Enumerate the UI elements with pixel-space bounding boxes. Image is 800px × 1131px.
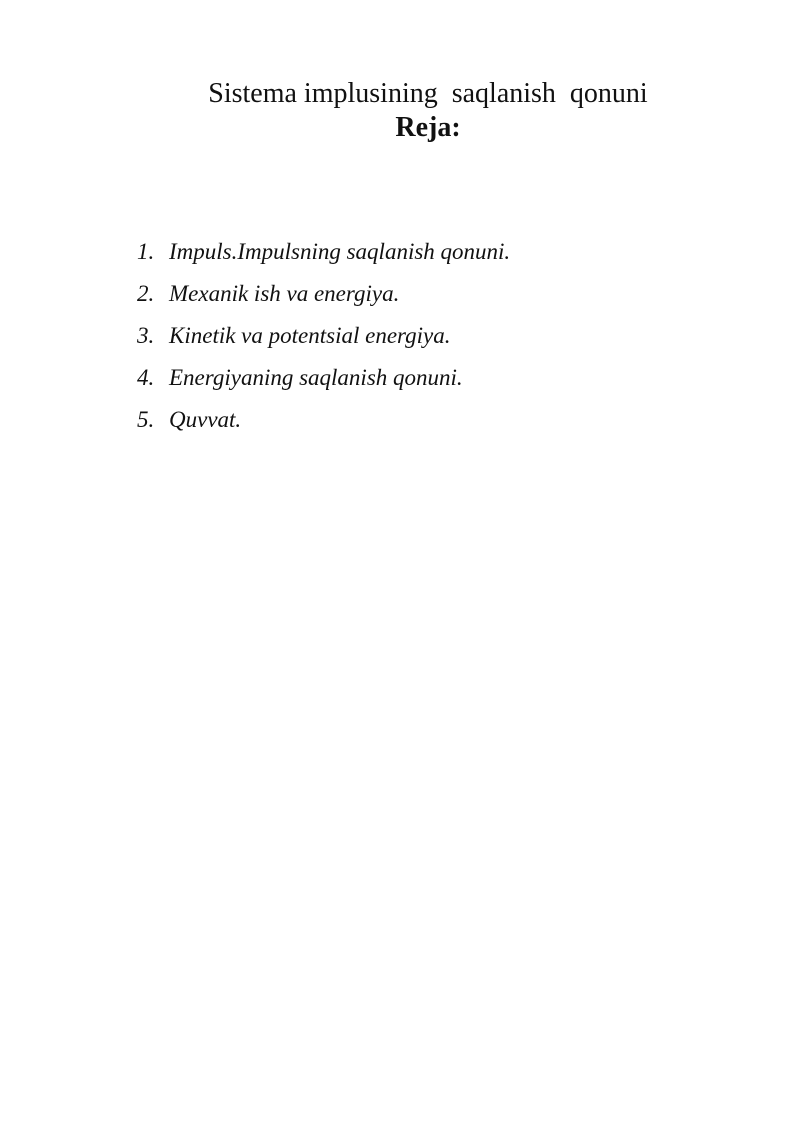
plan-item-text: Kinetik va potentsial energiya. xyxy=(169,323,451,348)
plan-item xyxy=(137,364,510,406)
plan-item xyxy=(137,322,510,364)
page-title: Sistema implusining saqlanish qonuni xyxy=(208,78,648,109)
plan-item xyxy=(137,238,510,280)
plan-item-text: Quvvat. xyxy=(169,407,242,432)
plan-item-number: 2. xyxy=(137,281,155,306)
plan-item-text: Energiyaning saqlanish qonuni. xyxy=(169,365,463,390)
plan-item xyxy=(137,280,510,322)
plan-item-number: 1. xyxy=(137,239,155,264)
plan-item-text: Mexanik ish va energiya. xyxy=(169,281,400,306)
plan-item-number: 3. xyxy=(137,323,155,348)
plan-item xyxy=(137,406,510,448)
plan-list xyxy=(137,238,510,448)
plan-item-number: 4. xyxy=(137,365,155,390)
plan-heading: Reja: xyxy=(395,112,461,143)
plan-item-text: Impuls.Impulsning saqlanish qonuni. xyxy=(169,239,511,264)
plan-item-number: 5. xyxy=(137,407,155,432)
